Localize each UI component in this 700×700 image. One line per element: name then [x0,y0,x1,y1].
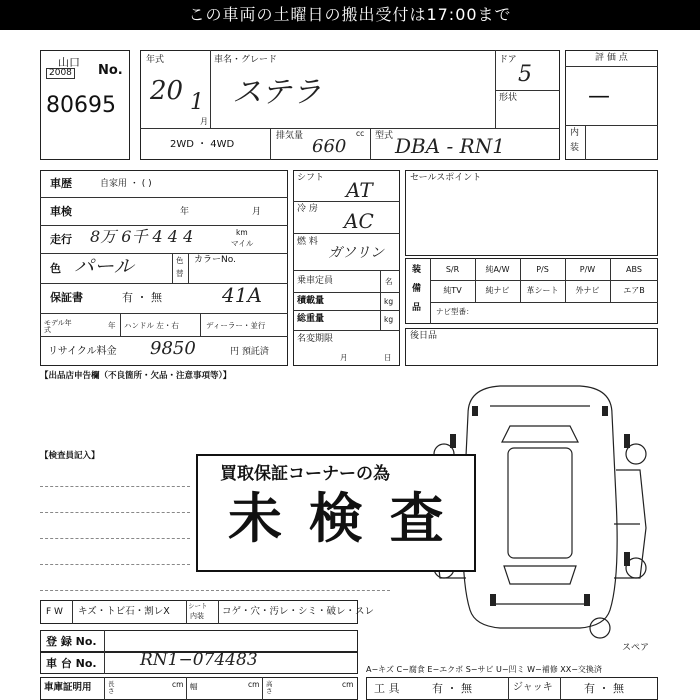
unchecked-stamp [196,454,476,572]
shaken-year: 年 [180,207,190,217]
equipment-airbag: エアB [623,286,645,295]
stamp-main-text: 未 検 査 [228,487,448,550]
shareki-label: 車歴 [50,177,72,190]
color-no-label: カラーNo. [194,255,236,265]
sales-point-label: セールスポイント [410,173,482,183]
model-code: DBA - RN1 [395,134,505,158]
equipment-power-steering: P/S [536,265,549,274]
color-number: 41A [222,283,262,307]
weight-unit: kg [384,315,394,324]
navi-model-label: ナビ型番： [436,307,474,316]
namechange-label: 名変期限 [297,334,334,344]
month-value: 1 [190,90,204,115]
shape-label: 形状 [499,93,518,103]
equipment-genuine-tv: 純TV [443,286,462,295]
equipment-label-2: 備 [412,284,422,294]
fw-label: F W [46,607,63,617]
lot-no-label: No. [98,63,123,78]
capacity-unit: 名 [385,277,393,286]
registration-label: 登 録 No. [46,635,97,648]
garage-length-unit: cm [172,680,184,689]
door-count: 5 [518,62,532,87]
jack-label: ジャッキ [513,682,553,693]
ac-value: AC [344,209,374,233]
cc-label: cc [356,129,365,138]
tools-value: 有 ・ 無 [432,682,472,695]
namechange-day: 日 [384,353,392,362]
displacement-label: 排気量 [276,131,304,141]
weight-label: 総重量 [297,314,325,324]
load-label: 積載量 [297,296,325,306]
color-label: 色 [50,262,61,275]
ac-label: 冷 房 [297,204,318,214]
fw-value: キズ・トビ石・割レX [78,606,170,617]
recycle-fee: 9850 [150,338,196,359]
warranty-value: 有 ・ 無 [122,291,162,304]
remarks-label: 【出品店申告欄（不良箇所・欠品・注意事項等）】 [40,371,232,381]
seat-label-2: 内装 [190,612,204,620]
fuel-label: 燃 料 [297,237,318,247]
seat-value: コゲ・穴・汚レ・シミ・破レ・スレ [222,606,375,617]
equipment-alloy-wheels: 純A/W [485,265,510,274]
stamp-caption: 買取保証コーナーの為 [220,464,390,484]
saturday-notice-banner: この車両の土曜日の搬出受付は17:00まで [0,0,700,30]
garage-height-label: 高さ [266,680,273,695]
shift-value: AT [346,178,373,202]
lot-region-stamp: 山口 [58,56,80,69]
damage-legend: A−キズ C−腐食 E−エクボ S−サビ U−凹ミ W−補修 XX−交換済 [366,665,602,674]
year-value: 20 [150,76,184,106]
jack-value: 有 ・ 無 [584,682,624,695]
door-label: ドア [499,55,517,65]
month-suffix: 月 [200,117,208,126]
mileage-value: 8万 6千 4 4 4 [90,227,194,246]
color-value: パール [74,254,134,278]
color-change-label-1: 色 [176,256,184,265]
rating-label: 評 価 点 [595,53,628,63]
vehicle-name: ステラ [232,75,322,110]
shareki-value: 自家用 ・ ( ) [100,179,152,189]
garage-label: 車庫証明用 [44,682,92,693]
rating-value: — [588,84,610,109]
tools-label: 工 具 [374,682,400,695]
displacement-value: 660 [312,136,347,157]
dealer-parallel: ディーラー・並行 [206,321,266,330]
equipment-label-1: 装 [412,265,422,275]
equipment-sunroof: S/R [445,265,460,274]
handle-side: ハンドル 左・右 [124,321,179,330]
drive-type: 2WD ・ 4WD [170,139,235,150]
garage-width-label: 幅 [190,682,198,691]
mile-label: マイル [231,239,254,248]
lot-number: 80695 [46,93,116,118]
equipment-label-3: 品 [412,303,422,313]
km-label: km [236,228,248,237]
fuel-value: ガソリン [328,245,384,261]
after-date-box [405,328,658,366]
mileage-label: 走行 [50,233,72,246]
interior-label-2: 装 [570,143,580,153]
nenshiki-label: 年式 [146,55,165,65]
interior-label-1: 内 [570,128,580,138]
garage-width-unit: cm [248,680,260,689]
garage-length-label: 長さ [108,680,115,695]
shaken-label: 車検 [50,205,72,218]
equipment-leather-seats: 革シート [526,286,559,295]
color-change-label-2: 替 [176,269,184,278]
recycle-label: リサイクル料金 [48,346,117,357]
equipment-genuine-navi: 純ナビ [485,286,510,295]
name-grade-label: 車名・グレード [214,55,278,65]
chassis-label: 車 台 No. [46,657,97,670]
spare-tire-label: スペア [622,643,650,653]
garage-height-unit: cm [342,680,354,689]
namechange-month: 月 [340,353,348,362]
load-unit: kg [384,297,394,306]
after-date-label: 後日品 [410,331,438,341]
equipment-abs: ABS [626,265,642,274]
recycle-unit: 円 預託済 [230,347,269,357]
lot-year-tag: 2008 [46,68,75,79]
shaken-month: 月 [252,207,262,217]
chassis-number: RN1−074483 [140,650,258,670]
model-code-label: 型式 [375,131,394,141]
shift-label: シフト [297,173,325,183]
capacity-label: 乗車定員 [297,276,334,286]
model-year-label: モデル年式 [44,319,72,335]
seat-label-1: シート [188,602,208,610]
inspector-label: 【検査員記入】 [40,451,100,461]
model-year-nen: 年 [108,321,116,330]
warranty-label: 保証書 [50,291,83,304]
equipment-aftermarket-navi: 外ナビ [575,286,600,295]
equipment-power-windows: P/W [579,265,596,274]
